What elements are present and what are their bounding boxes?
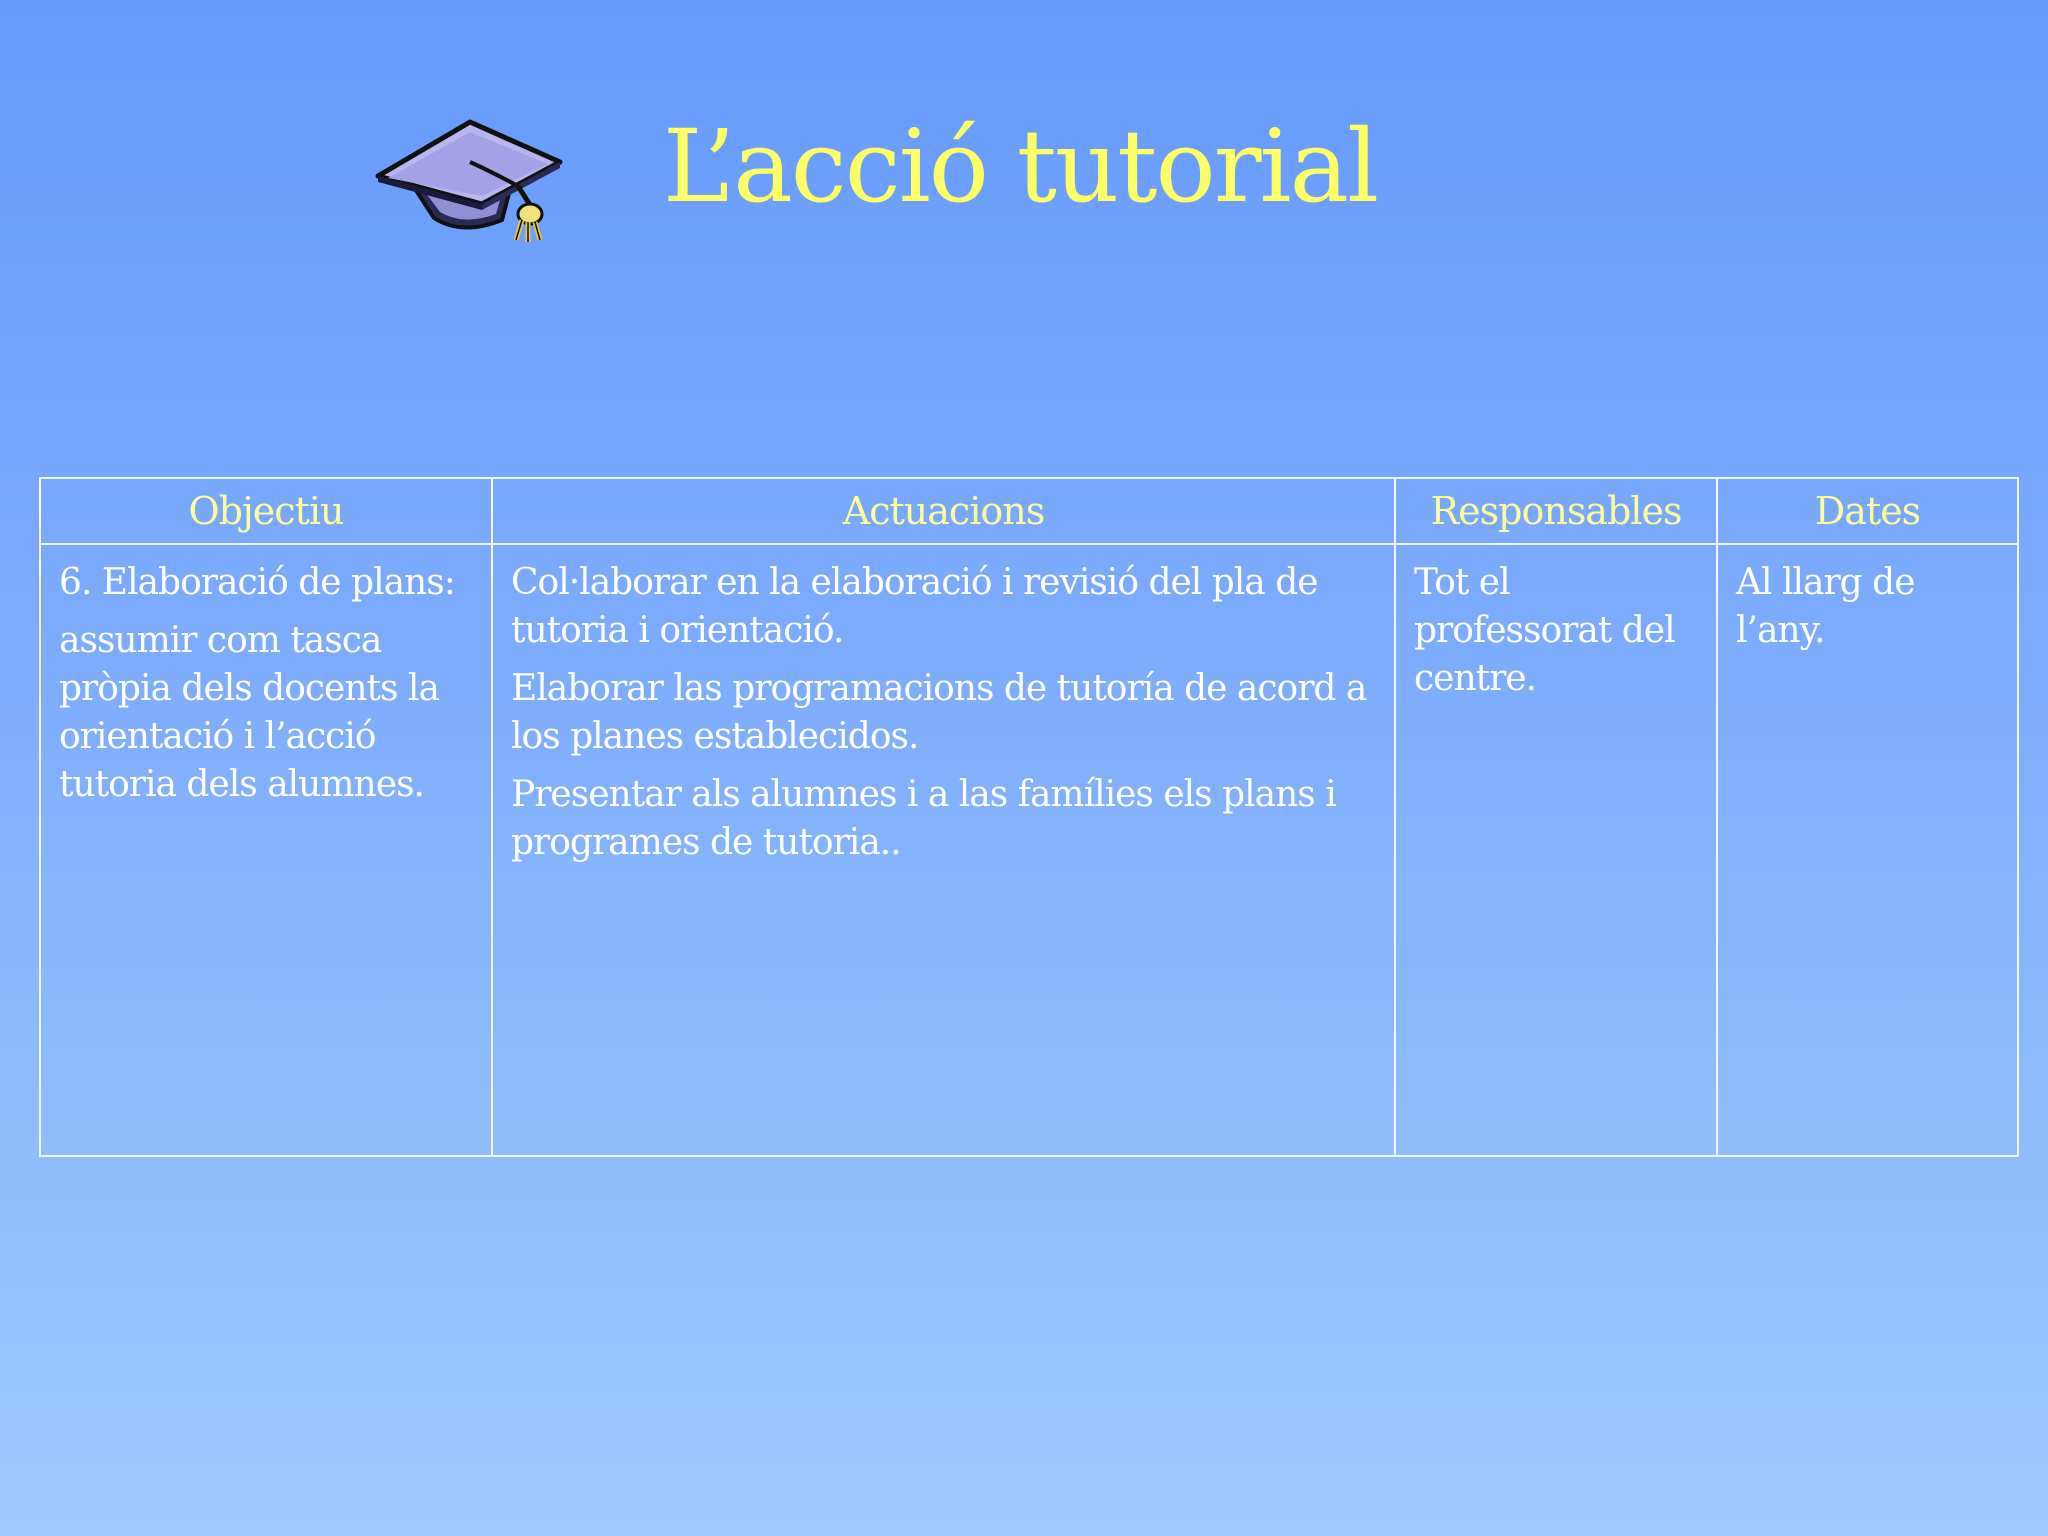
header-dates: Dates [1717, 478, 2018, 544]
responsables-text: Tot el professorat del centre. [1414, 562, 1675, 699]
actuacio-item: Col·laborar en la elaboració i revisió del pla de tutoria i orientació. [511, 562, 1318, 651]
cell-responsables [1395, 544, 1717, 1156]
actuacio-item: Presentar als alumnes i a las famílies els plans i programes de tutoria.. [511, 774, 1336, 863]
plan-table [39, 477, 2019, 1157]
graduation-cap-icon [372, 112, 568, 242]
cell-objectiu [40, 544, 492, 1156]
objectiu-heading: 6. Elaboració de plans: [59, 562, 455, 603]
slide-title: L’acció tutorial [662, 108, 1378, 225]
actuacio-item: Elaborar las programacions de tutoría de acord a los planes establecidos. [511, 668, 1367, 757]
header-objectiu: Objectiu [40, 478, 492, 544]
table-header-row [40, 478, 2018, 544]
table-row [40, 544, 2018, 1156]
header-responsables: Responsables [1395, 478, 1717, 544]
objectiu-text: assumir com tasca pròpia dels docents la orientació i l’acció tutoria dels alumnes. [59, 620, 439, 805]
dates-text: Al llarg de l’any. [1736, 562, 1915, 651]
cell-dates [1717, 544, 2018, 1156]
cell-actuacions [492, 544, 1395, 1156]
header-actuacions: Actuacions [492, 478, 1395, 544]
